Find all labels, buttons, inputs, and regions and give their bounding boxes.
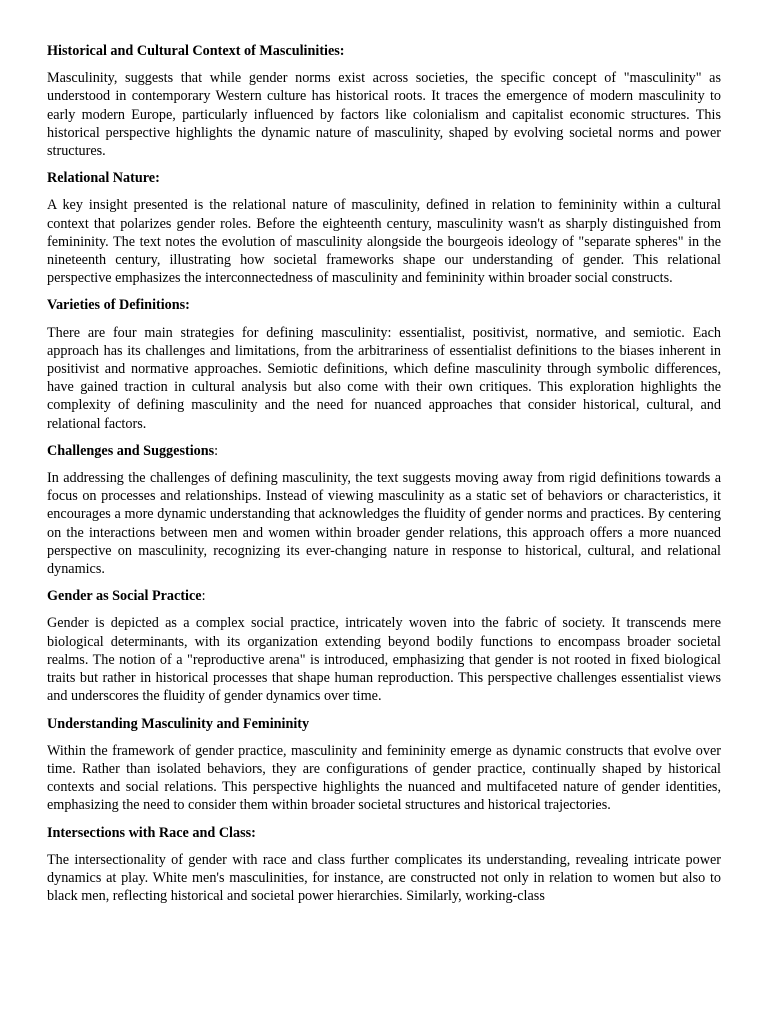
section-paragraph: There are four main strategies for defining masculinity: essentialist, positivist, normative, and semiotic. Each approach has its challenges and limitations, from the arbitrariness of essentialist definitions to the biases inherent in positivist and normative approaches. Semiotic definitions, which define masculinity through symbolic differences, have gained traction in cultural analysis but also come with their own critiques. This exploration highlights the complexity of defining masculinity and the need for nuanced approaches that consider historical, cultural, and relational factors. bbox=[47, 324, 721, 432]
heading-text: Gender as Social Practice bbox=[47, 588, 202, 605]
heading-suffix: : bbox=[201, 588, 206, 605]
heading-text: Intersections with Race and Class: bbox=[47, 824, 256, 841]
section-paragraph: Within the framework of gender practice, masculinity and femininity emerge as dynamic constructs that evolve over time. Rather than isolated behaviors, they are configurations of gender practice, continually shaped by historical contexts and social relations. This perspective highlights the nuanced and multifaceted nature of gender identities, emphasizing the need to consider them within broader societal structures and historical trajectories. bbox=[47, 742, 721, 814]
section-relational-nature bbox=[47, 169, 721, 287]
heading-suffix: : bbox=[214, 442, 219, 459]
section-heading bbox=[47, 715, 721, 733]
section-paragraph: Gender is depicted as a complex social practice, intricately woven into the fabric of society. It transcends mere biological determinants, with its organization extending beyond bodily functions to encompass broader societal realms. The notion of a "reproductive arena" is introduced, emphasizing that gender is not rooted in fixed biological traits but rather in historical processes that shape human reproduction. This perspective challenges essentialist views and underscores the fluidity of gender dynamics over time. bbox=[47, 615, 721, 705]
section-heading bbox=[47, 442, 721, 460]
section-gender-as-social-practice bbox=[47, 587, 721, 705]
section-paragraph: A key insight presented is the relational nature of masculinity, defined in relation to femininity within a cultural context that polarizes gender roles. Before the eighteenth century, masculinity wasn't as sharply distinguished from femininity. The text notes the evolution of masculinity alongside the bourgeois ideology of "separate spheres" in the nineteenth century, illustrating how societal frameworks shape our understanding of gender. This relational perspective emphasizes the interconnectedness of masculinity and femininity within broader social constructs. bbox=[47, 197, 721, 287]
section-intersections-race-class bbox=[47, 824, 721, 906]
section-varieties-of-definitions bbox=[47, 296, 721, 432]
section-heading bbox=[47, 824, 721, 842]
section-heading bbox=[47, 587, 721, 605]
heading-text: Challenges and Suggestions bbox=[47, 442, 215, 459]
section-understanding-masculinity bbox=[47, 715, 721, 815]
section-paragraph: Masculinity, suggests that while gender norms exist across societies, the specific concept of "masculinity" as understood in contemporary Western culture has historical roots. It traces the emergence of modern masculinity to early modern Europe, particularly influenced by factors like colonialism and capitalist economic structures. This historical perspective highlights the dynamic nature of masculinity, shaped by evolving societal norms and power structures. bbox=[47, 70, 721, 160]
heading-text: Relational Nature: bbox=[47, 170, 160, 187]
section-heading bbox=[47, 42, 721, 60]
section-heading bbox=[47, 296, 721, 314]
section-historical-context bbox=[47, 42, 721, 160]
section-challenges-and-suggestions bbox=[47, 442, 721, 578]
section-paragraph: The intersectionality of gender with race and class further complicates its understanding, revealing intricate power dynamics at play. White men's masculinities, for instance, are constructed not only in relation to women but also to black men, reflecting historical and societal power hierarchies. Similarly, working-class bbox=[47, 851, 721, 905]
heading-text: Understanding Masculinity and Femininity bbox=[47, 715, 310, 732]
section-paragraph: In addressing the challenges of defining masculinity, the text suggests moving away from rigid definitions towards a focus on processes and relationships. Instead of viewing masculinity as a static set of behaviors or characteristics, it encourages a more dynamic understanding that acknowledges the fluidity of gender norms and practices. By centering on the interactions between men and women within broader gender relations, this approach offers a more nuanced perspective on masculinity, recognizing its ever-changing nature in response to historical, cultural, and relational dynamics. bbox=[47, 470, 721, 578]
section-heading bbox=[47, 169, 721, 187]
heading-text: Historical and Cultural Context of Masculinities: bbox=[47, 43, 345, 59]
heading-text: Varieties of Definitions: bbox=[47, 297, 190, 314]
